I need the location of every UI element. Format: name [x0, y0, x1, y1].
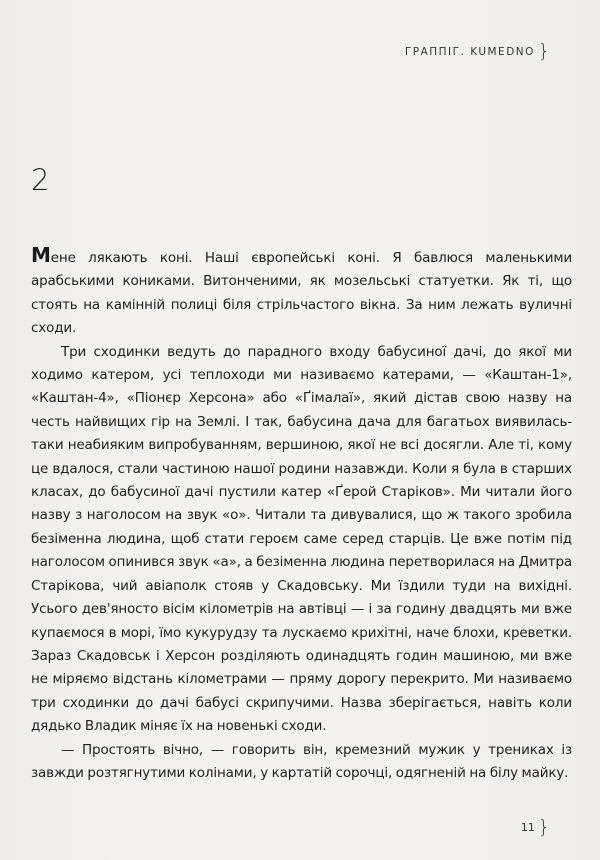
drop-cap: М — [31, 243, 51, 267]
running-head-brace: } — [537, 40, 550, 62]
page-number: 11 — [520, 821, 535, 834]
paragraph-3: — Простоять вічно, — говорить він, кремезний мужик у трениках із завжди розтягнутими колінами, у картатій сорочці, одягненій на білу майку. — [31, 741, 572, 781]
running-head-title: ГРАППІГ. KUMEDNO — [404, 45, 535, 58]
paragraph-2: Три сходинки ведуть до парадного входу бабусиної дачі, до якої ми ходимо катером, усі теплоходи ми називаємо катерами, — «Каштан-1», «Каштан-4», «Піонєр Херсона» або «Ґімалаї», який дістав свою назву на честь найвищих гір на Землі. І так, бабусина дача для багатьох виявилась-таки неабияким випробуванням, вершиною, якої не всі досягли. Але ті, кому це вдалося, стали частиною нашої родини назавжди. Коли я була в старших класах, до бабусиної дачі пустили катер «Ґерой Старіков». Ми читали його назву з наголосом на звук «о». Читали та дивувалися, що ж такого зробила безіменна людина, щоб стати героєм саме серед старців. Це вже потім під наголосом опинився звук «а», а безіменна людина перетворилася на Дмитра Старікова, чий авіаполк стояв у Скадовську. Ми їздили туди на вихідні. Усього дев'яносто вісім кілометрів на автівці — і за годину двадцять ми вже купаємося в морі, їмо кукурудзу та лускаємо крихітні, наче блохи, креветки. Зараз Скадовськ і Херсон розділяють одинадцять годин машиною, ми вже не міряємо відстань кілометрами — пряму дорогу перекрито. Ми називаємо три сходинки до дачі бабусі скрипучими. Назва зберігається, навіть коли дядько Владик міняє їх на новенькі сходи. — [31, 343, 572, 735]
chapter-body — [31, 245, 572, 785]
chapter-number: 2 — [31, 163, 50, 197]
paragraph-1 — [31, 245, 572, 341]
paragraph-1-text: ене лякають коні. Наші європейські коні. Я бавлюся маленькими арабськими кониками. Витонченими, як мозельські статуетки. Як ті, що стоять на камінній полиці біля стрільчастого вікна. За ним лежать вуличні сходи. — [31, 250, 572, 337]
running-head — [405, 42, 550, 61]
folio — [521, 818, 550, 837]
folio-brace: } — [537, 816, 550, 838]
